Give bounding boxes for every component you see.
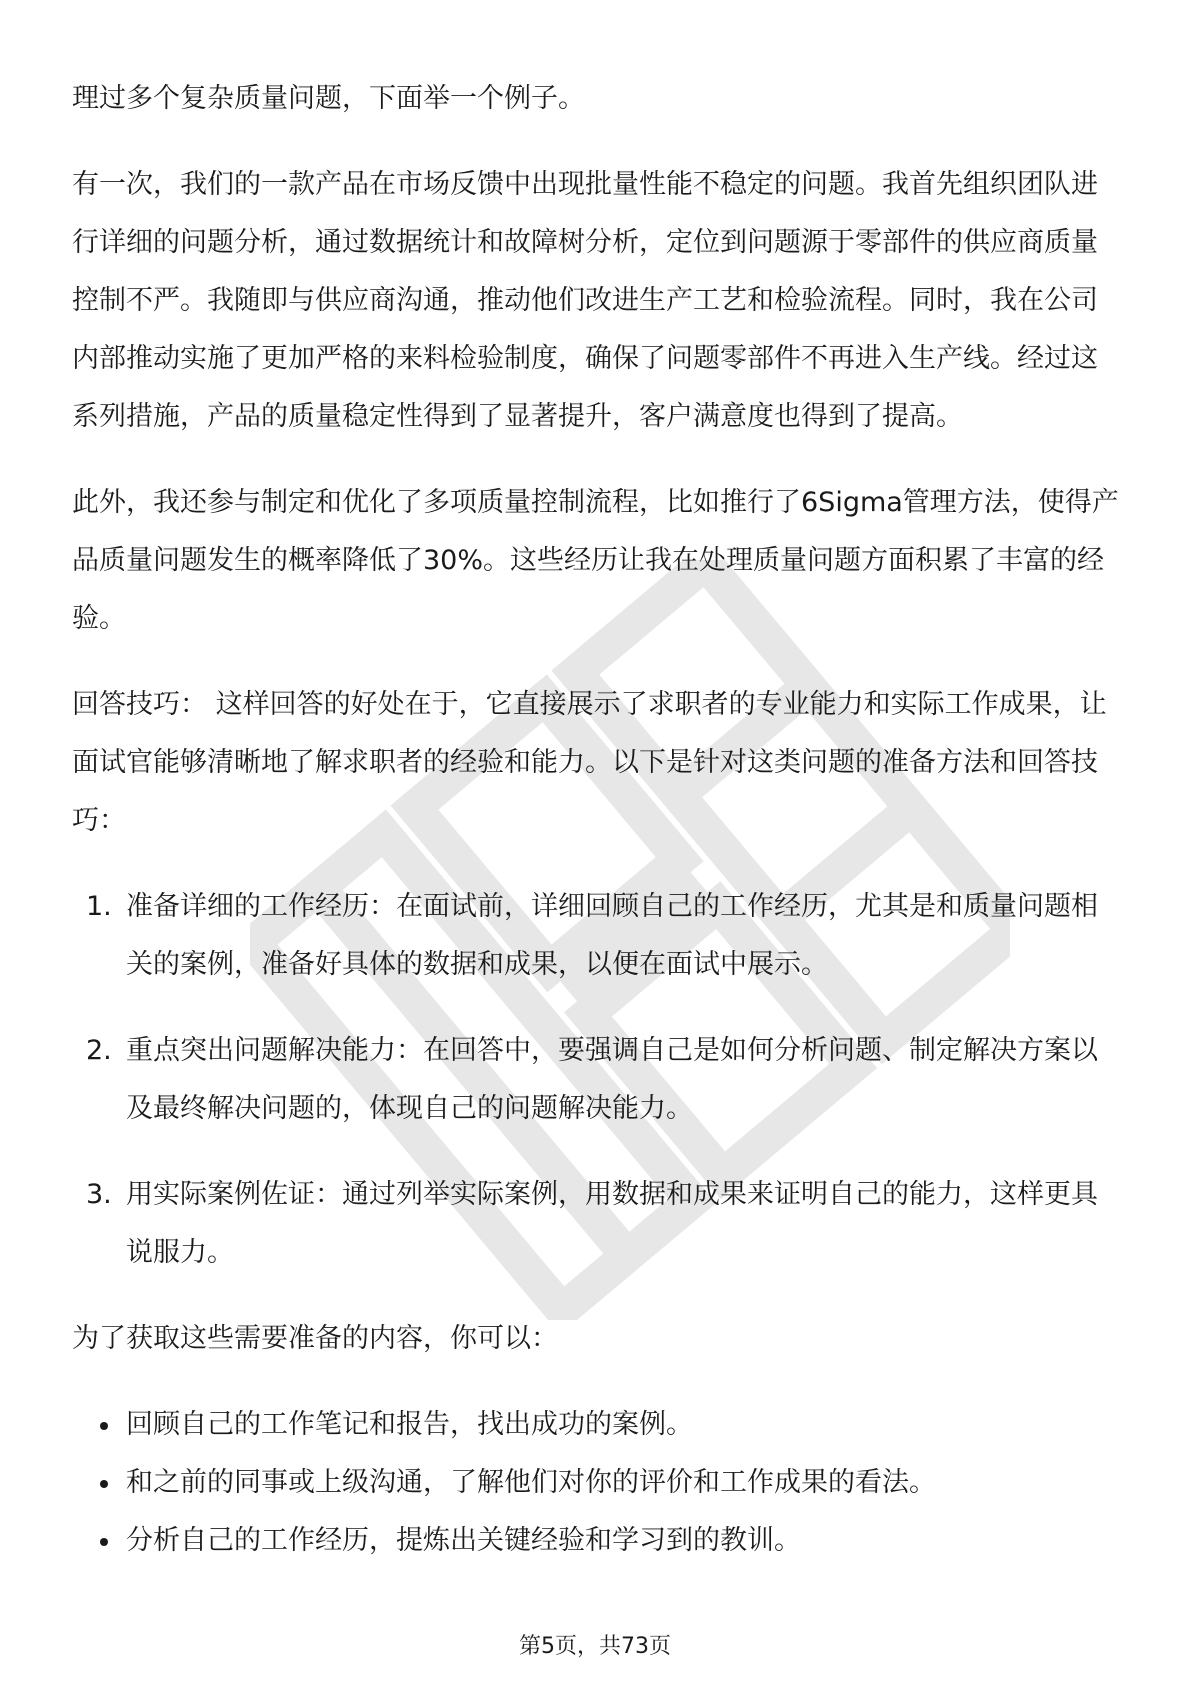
paragraph-answer-tips: 回答技巧： 这样回答的好处在于，它直接展示了求职者的专业能力和实际工作成果，让面试官能够清晰地了解求职者的经验和能力。以下是针对这类问题的准备方法和回答技巧：: [72, 689, 1107, 836]
list-item-text: 准备详细的工作经历：在面试前，详细回顾自己的工作经历，尤其是和质量问题相关的案例，准备好具体的数据和成果，以便在面试中展示。: [126, 891, 1098, 980]
list-item-text: 回顾自己的工作笔记和报告，找出成功的案例。: [126, 1409, 693, 1440]
list-item-text: 用实际案例佐证：通过列举实际案例，用数据和成果来证明自己的能力，这样更具说服力。: [126, 1179, 1098, 1268]
document-body: [72, 70, 1122, 1570]
bullet-icon: [100, 1480, 108, 1488]
page-footer: 第5页，共73页: [519, 1634, 671, 1659]
tips-numbered-list: [72, 878, 1122, 1282]
list-number: 3.: [86, 1179, 112, 1210]
list-item: [72, 1512, 1122, 1570]
list-item: [72, 1166, 1122, 1282]
paragraph-example: 有一次，我们的一款产品在市场反馈中出现批量性能不稳定的问题。我首先组织团队进行详细的问题分析，通过数据统计和故障树分析，定位到问题源于零部件的供应商质量控制不严。我随即与供应商沟通，推动他们改进生产工艺和检验流程。同时，我在公司内部推动实施了更加严格的来料检验制度，确保了问题零部件不再进入生产线。经过这系列措施，产品的质量稳定性得到了显著提升，客户满意度也得到了提高。: [72, 169, 1098, 432]
bullet-icon: [100, 1422, 108, 1430]
list-item-text: 重点突出问题解决能力：在回答中，要强调自己是如何分析问题、制定解决方案以及最终解决问题的，体现自己的问题解决能力。: [126, 1035, 1098, 1124]
paragraph-additional: 此外，我还参与制定和优化了多项质量控制流程，比如推行了6Sigma管理方法，使得产品质量问题发生的概率降低了30%。这些经历让我在处理质量问题方面积累了丰富的经验。: [72, 487, 1119, 634]
paragraph-intro-continued: 理过多个复杂质量问题，下面举一个例子。: [72, 83, 585, 114]
preparation-bullet-list: [72, 1396, 1122, 1570]
list-item: [72, 1022, 1122, 1138]
list-item-text: 分析自己的工作经历，提炼出关键经验和学习到的教训。: [126, 1525, 801, 1556]
bullet-icon: [100, 1538, 108, 1546]
list-number: 1.: [86, 891, 112, 922]
list-item: [72, 1454, 1122, 1512]
list-number: 2.: [86, 1035, 112, 1066]
list-item: [72, 878, 1122, 994]
list-item: [72, 1396, 1122, 1454]
list-item-text: 和之前的同事或上级沟通，了解他们对你的评价和工作成果的看法。: [126, 1467, 936, 1498]
paragraph-preparation: 为了获取这些需要准备的内容，你可以：: [72, 1323, 558, 1354]
